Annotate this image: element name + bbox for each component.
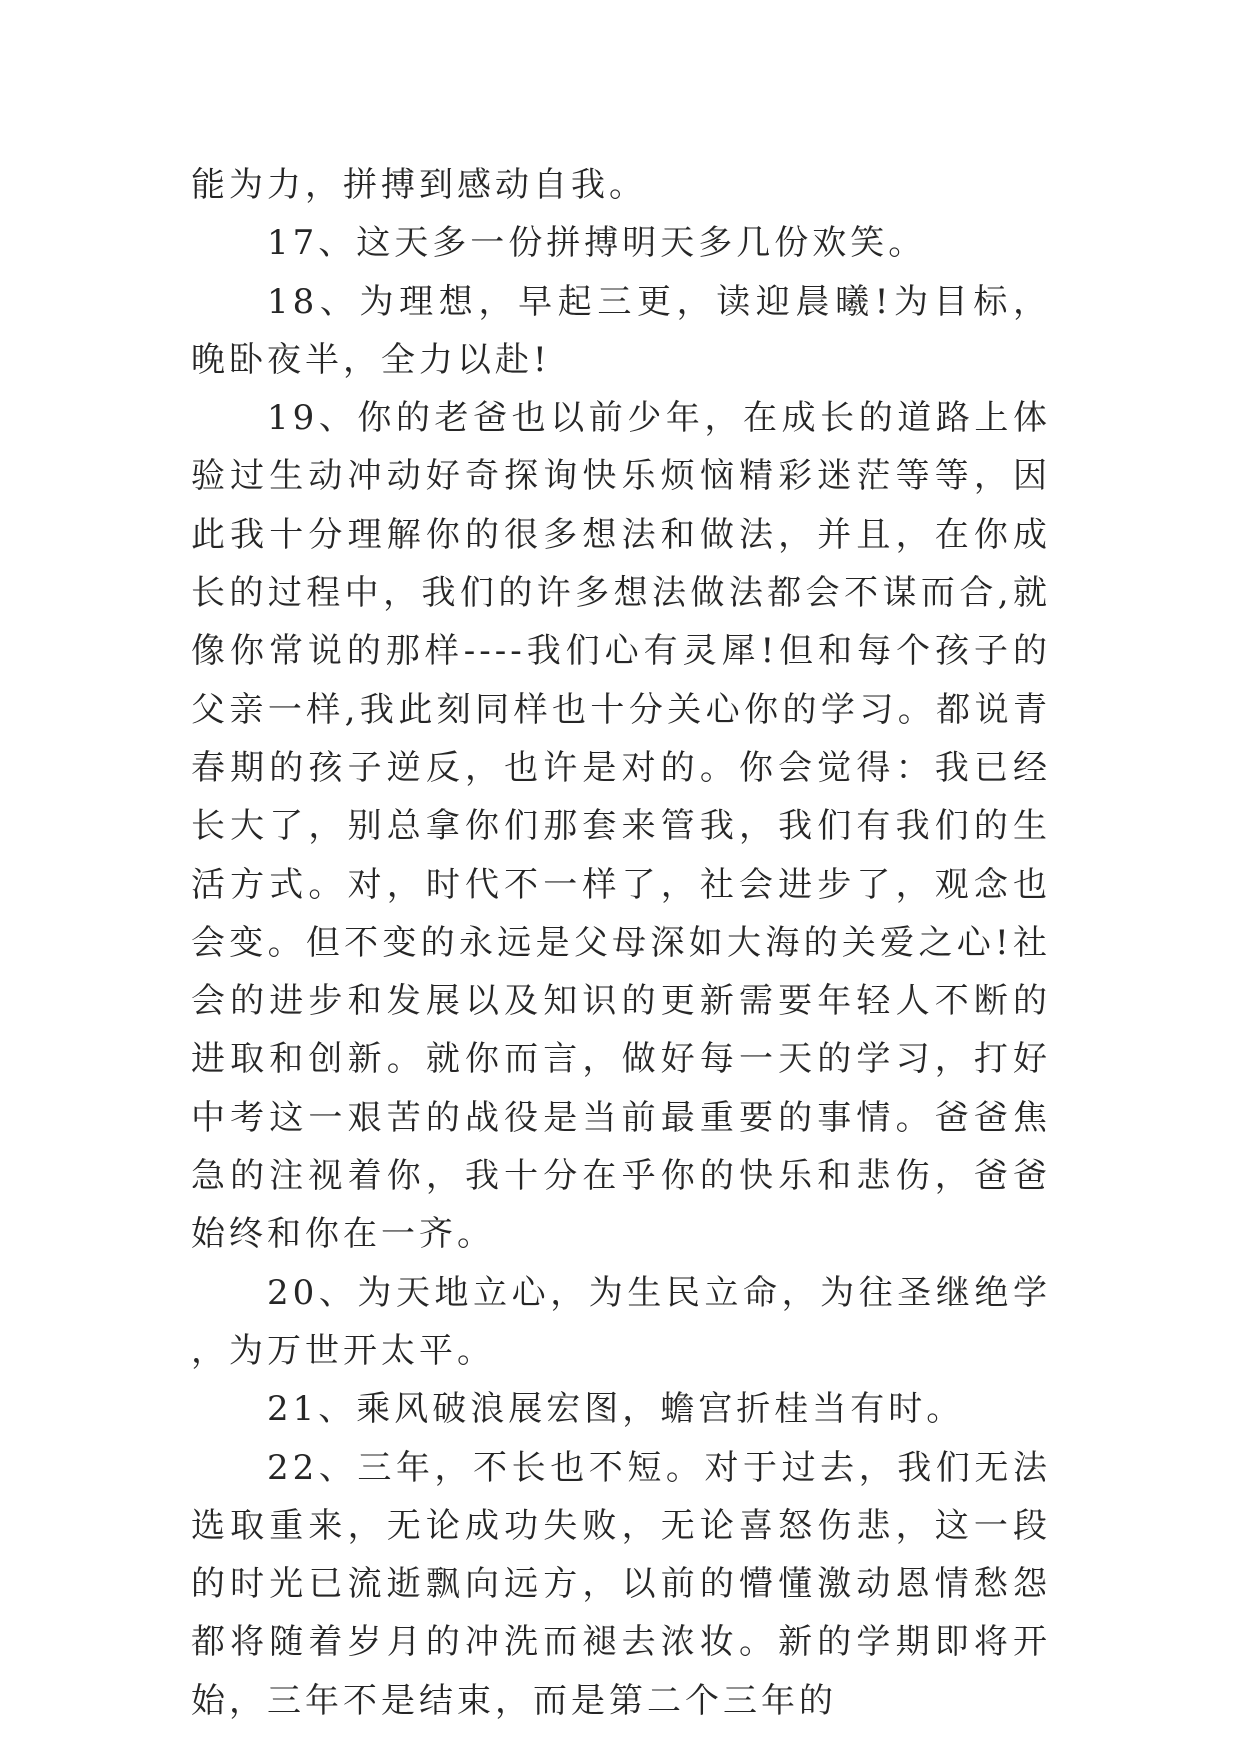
paragraph-20: 20、为天地立心，为生民立命，为往圣继绝学，为万世开太平。: [191, 1272, 1051, 1371]
paragraph-19: 19、你的老爸也以前少年，在成长的道路上体验过生动冲动好奇探询快乐烦恼精彩迷茫等等，因此我十分理解你的很多想法和做法，并且，在你成长的过程中，我们的许多想法做法都会不谋而合,就像你常说的那样----我们心有灵犀!但和每个孩子的父亲一样,我此刻同样也十分关心你的学习。都说青春期的孩子逆反，也许是对的。你会觉得：我已经长大了，别总拿你们那套来管我，我们有我们的生活方式。对，时代不一样了，社会进步了，观念也会变。但不变的永远是父母深如大海的关爱之心!社会的进步和发展以及知识的更新需要年轻人不断的进取和创新。就你而言，做好每一天的学习，打好中考这一艰苦的战役是当前最重要的事情。爸爸焦急的注视着你，我十分在乎你的快乐和悲伤，爸爸始终和你在一齐。: [191, 398, 1051, 1255]
paragraph-22: 22、三年，不长也不短。对于过去，我们无法选取重来，无论成功失败，无论喜怒伤悲，这一段的时光已流逝飘向远方，以前的懵懂激动恩情愁怨都将随着岁月的冲洗而褪去浓妆。新的学期即将开始，三年不是结束，而是第二个三年的: [191, 1447, 1051, 1721]
paragraph-21: 21、乘风破浪展宏图，蟾宫折桂当有时。: [267, 1389, 965, 1430]
document-body: [191, 156, 1051, 1730]
paragraph-continuation: 能为力，拼搏到感动自我。: [191, 165, 647, 205]
paragraph-17: 17、这天多一份拼搏明天多几份欢笑。: [267, 223, 927, 264]
paragraph-18: 18、为理想，早起三更，读迎晨曦!为目标，晚卧夜半，全力以赴!: [191, 281, 1051, 380]
